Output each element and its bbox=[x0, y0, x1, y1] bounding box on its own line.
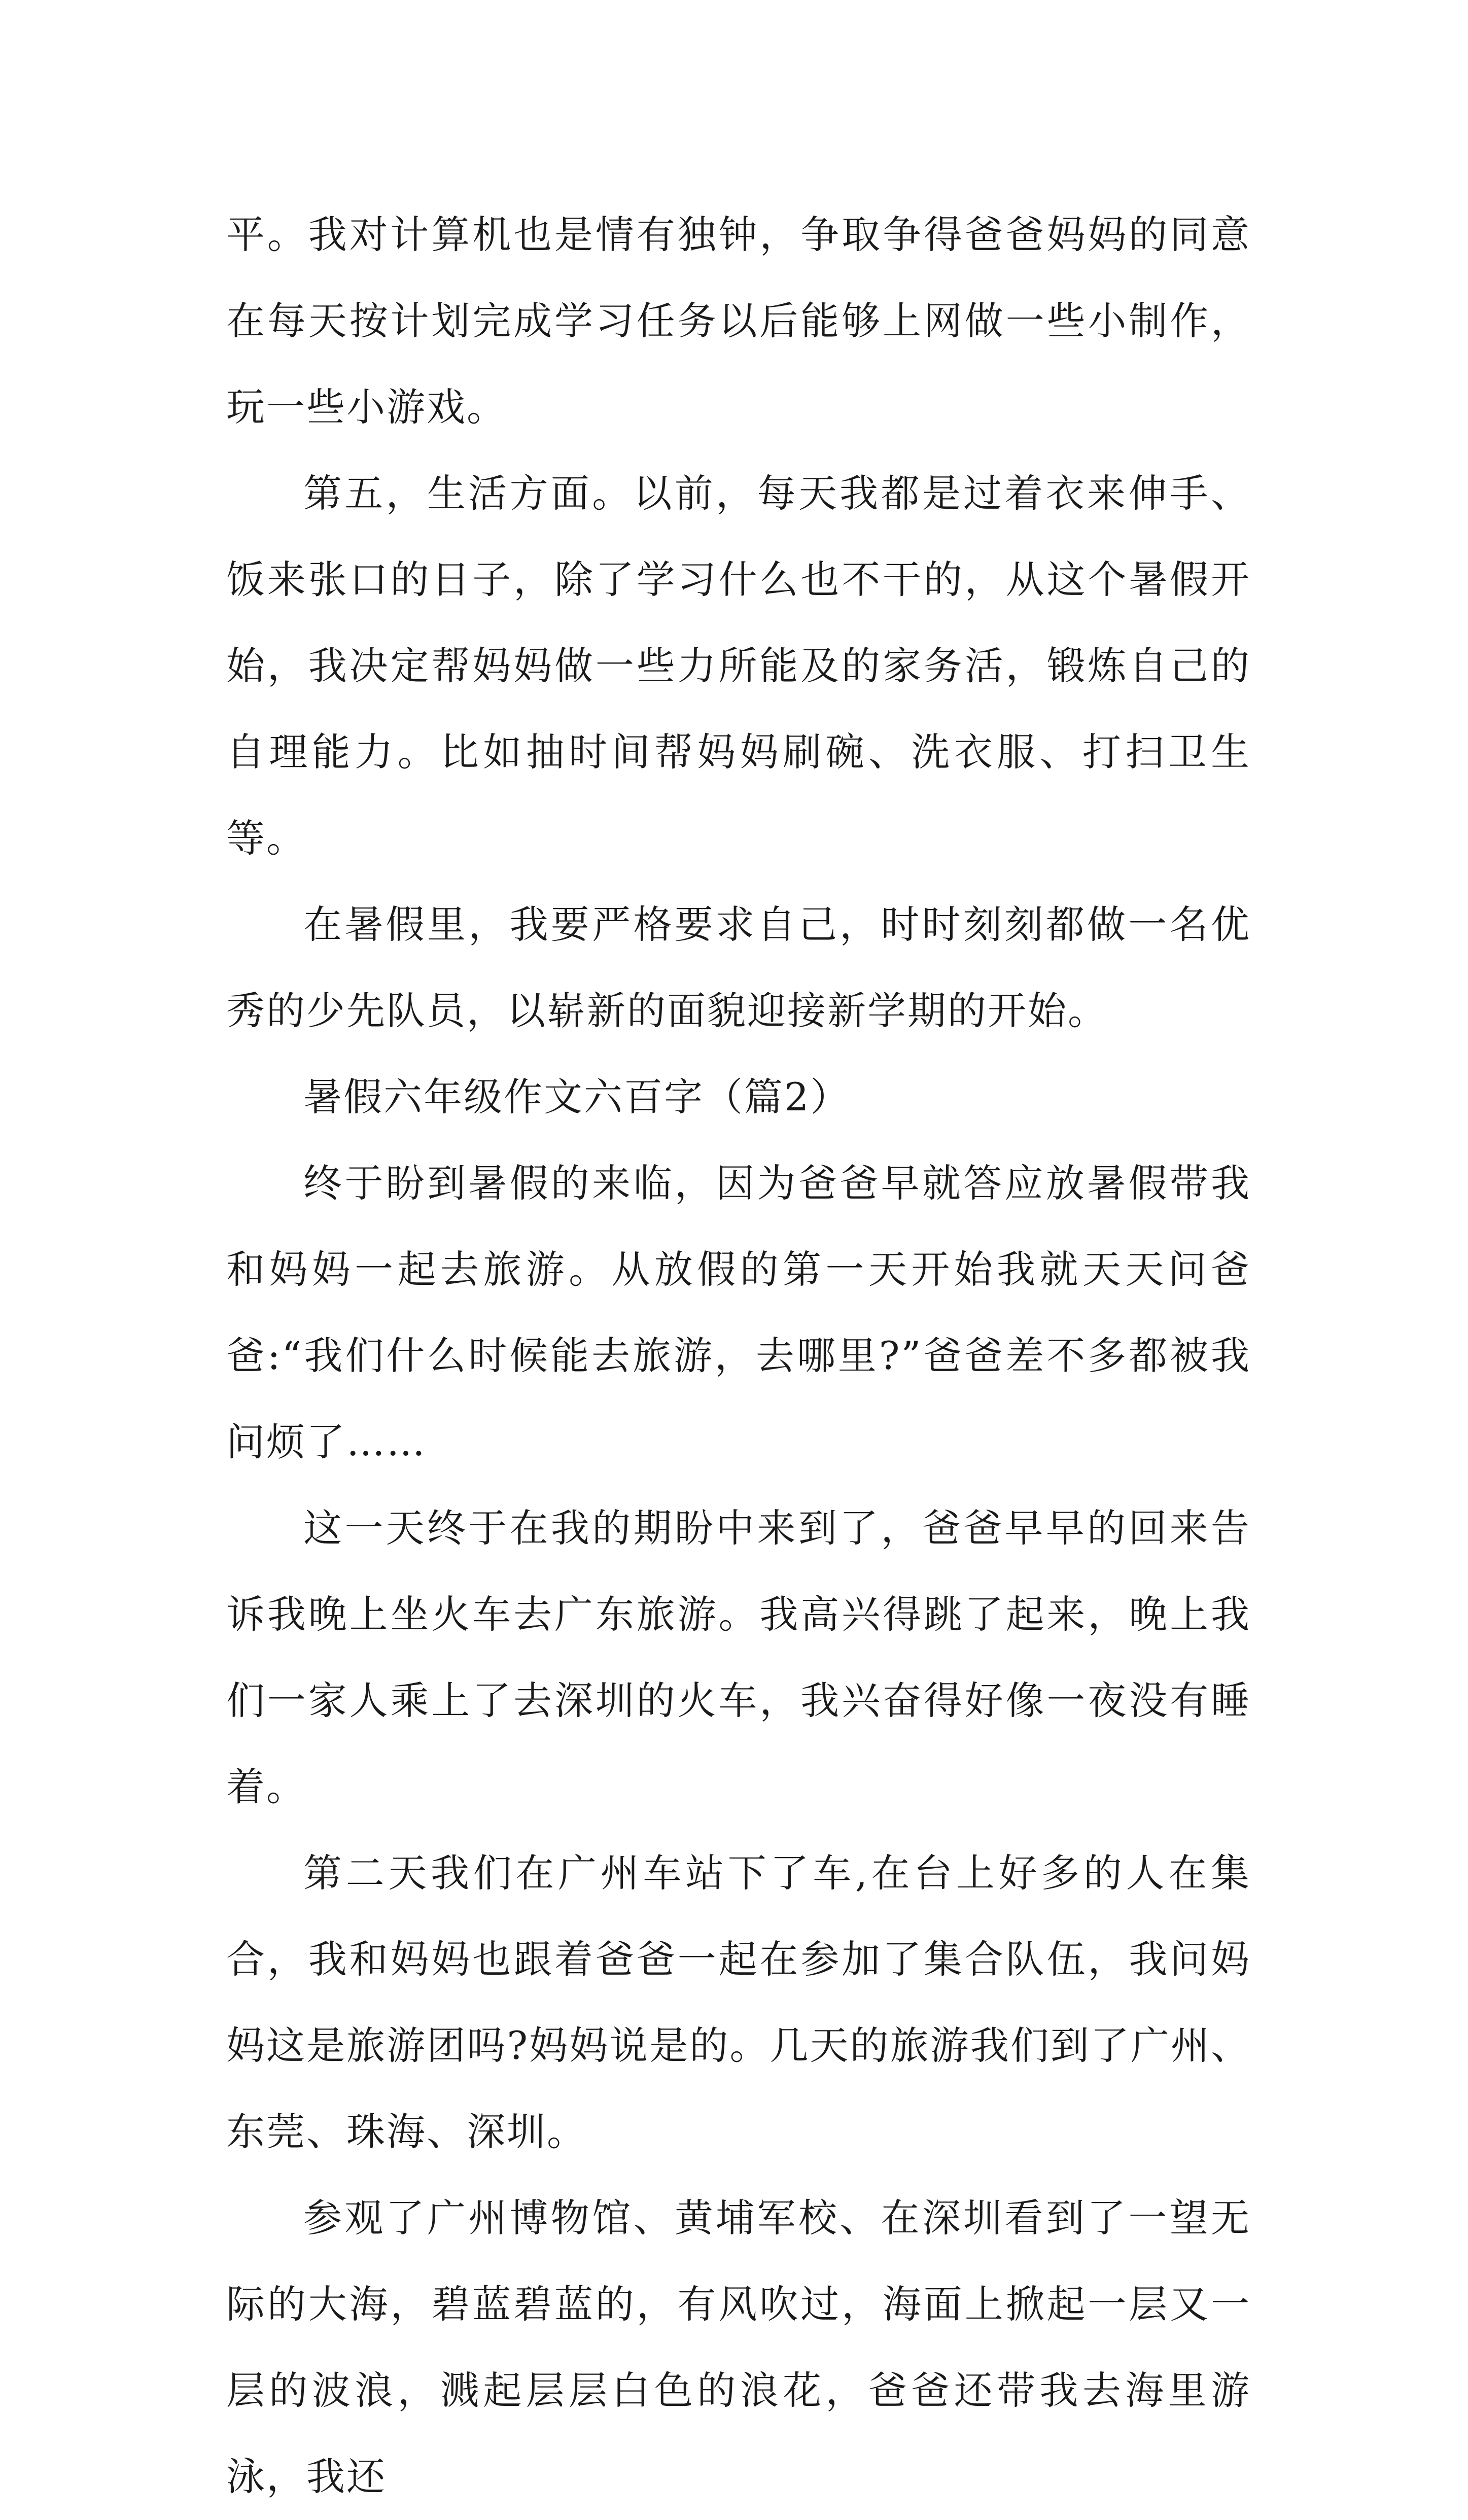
paragraph-sightseeing: 参观了广州博物馆、黄埔军校、在深圳看到了一望无际的大海，碧蓝碧蓝的，有风吹过，海面上掀起一层又一层的波浪，溅起层层白色的浪花，爸爸还带我去海里游泳，我还 bbox=[226, 2195, 1251, 2499]
document-body bbox=[226, 192, 1251, 2520]
section-heading: 暑假六年级作文六百字（篇2） bbox=[303, 1074, 851, 1119]
paragraph-summer-resolution: 在暑假里，我要严格要求自己，时时刻刻都做一名优秀的少先队员，以崭新的面貌迎接新学期的开始。 bbox=[226, 902, 1251, 1033]
paragraph-guangzhou-arrival: 第二天我们在广州车站下了车,在台上好多的人在集合，我和妈妈也跟着爸爸一起在参加了集合队伍，我问妈妈这是旅游团吗?妈妈说是的。几天的旅游我们到了广州、东莞、珠海、深圳。 bbox=[226, 1850, 1251, 2154]
paragraph-train-night: 这一天终于在我的期盼中来到了，爸爸早早的回来告诉我晚上坐火车去广东旅游。我高兴得跳了起来，晚上我们一家人乘上了去深圳的火车，我兴奋得好像一夜没有睡着。 bbox=[226, 1506, 1251, 1809]
paragraph-life-aspect: 第五，生活方面。以前，每天我都是过着衣来伸手、饭来张口的日子，除了学习什么也不干的，从这个暑假开始，我决定帮妈妈做一些力所能及的家务活，锻炼自己的自理能力。比如抽时间帮妈妈刷碗、洗衣服、打扫卫生等。 bbox=[226, 471, 1251, 861]
paragraph-waiting-trip: 终于盼到暑假的来临，因为爸爸早就答应放暑假带我和妈妈一起去旅游。从放假的第一天开始我就天天问爸爸:“我们什么时候能去旅游，去哪里?”爸爸差不多都被我问烦了…… bbox=[226, 1161, 1251, 1464]
paragraph-continued: 平。我对计算机也是情有独钟，争取争得爸爸妈妈的同意在每天按计划完成学习任务以后能够上网做一些小制作，玩一些小游戏。 bbox=[226, 212, 1251, 430]
